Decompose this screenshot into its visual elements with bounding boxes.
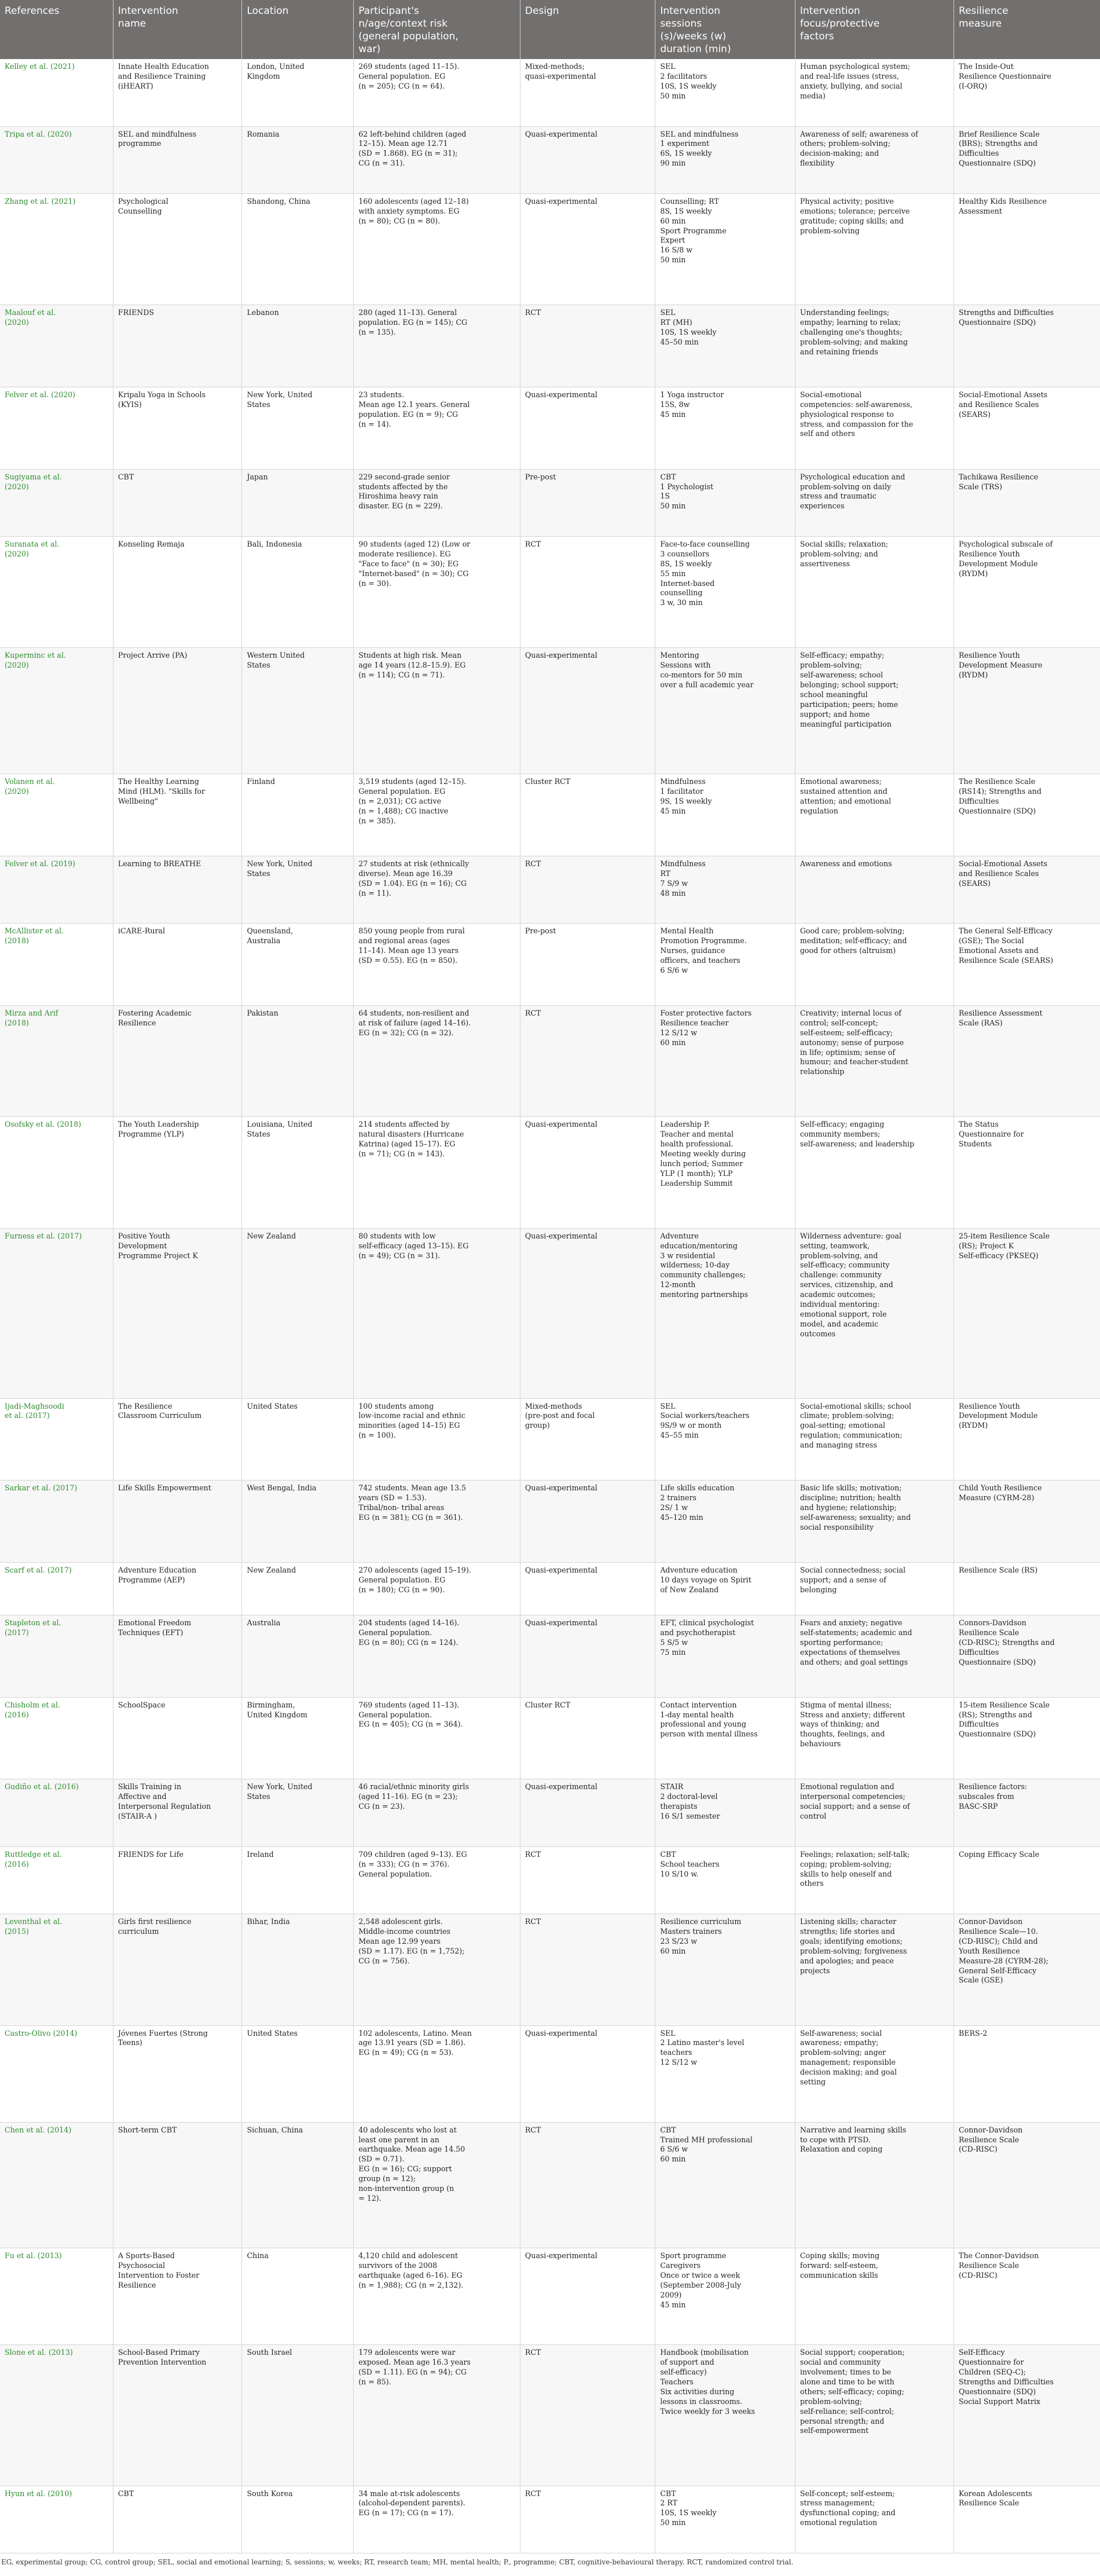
cell-measure: The Inside-Out Resilience Questionnaire (I-ORQ) — [954, 59, 1100, 126]
cell-participants: 27 students at risk (ethnically diverse). Mean age 16.39 (SD = 1.04). EG (n = 16); CG (n = 11). — [354, 856, 520, 923]
cell-focus: Psychological education and problem-solving on daily stress and traumatic experiences — [795, 469, 954, 536]
cell-intervention-name: Learning to BREATHE — [113, 856, 242, 923]
cell-focus: Social connectedness; social support; and a sense of belonging — [795, 1562, 954, 1615]
cell-measure: Social-Emotional Assets and Resilience Scales (SEARS) — [954, 856, 1100, 923]
cell-intervention-name: Konseling Remaja — [113, 537, 242, 648]
cell-measure: 25-item Resilience Scale (RS); Project K Self-efficacy (PKSEQ) — [954, 1228, 1100, 1398]
cell-focus: Basic life skills; motivation; discipline; nutrition; health and hygiene; relationship; self-awareness; sexuality; and social responsibility — [795, 1481, 954, 1563]
cell-location: China — [242, 2248, 354, 2345]
cell-intervention-name: Project Arrive (PA) — [113, 648, 242, 774]
cell-focus: Stigma of mental illness; Stress and anxiety; different ways of thinking; and thoughts, feelings, and behaviours — [795, 1697, 954, 1779]
table-row — [0, 1697, 1100, 1779]
cell-intervention-name: Emotional Freedom Techniques (EFT) — [113, 1615, 242, 1698]
cell-reference[interactable]: Leventhal et al. (2015) — [0, 1914, 113, 2025]
cell-design: Quasi-experimental — [520, 1228, 655, 1398]
table-row — [0, 1006, 1100, 1117]
cell-intervention-name: Kripalu Yoga in Schools (KYIS) — [113, 387, 242, 469]
table-row — [0, 856, 1100, 923]
cell-intervention-name: Innate Health Education and Resilience Training (iHEART) — [113, 59, 242, 126]
cell-location: Pakistan — [242, 1006, 354, 1117]
cell-focus: Awareness and emotions — [795, 856, 954, 923]
cell-measure: The Connor-Davidson Resilience Scale (CD-RISC) — [954, 2248, 1100, 2345]
cell-sessions: Mentoring Sessions with co-mentors for 50 min over a full academic year — [655, 648, 795, 774]
cell-location: Lebanon — [242, 305, 354, 387]
cell-measure: Self-Efficacy Questionnaire for Children (SEQ-C); Strengths and Difficulties Questionnaire (SDQ) Social Support Matrix — [954, 2345, 1100, 2486]
cell-intervention-name: iCARE-Rural — [113, 924, 242, 1006]
cell-location: United States — [242, 2025, 354, 2122]
cell-participants: 62 left-behind children (aged 12–15). Mean age 12.71 (SD = 1.868). EG (n = 31); CG (n = 31). — [354, 126, 520, 193]
cell-measure: Connor-Davidson Resilience Scale—10. (CD-RISC); Child and Youth Resilience Measure-28 (CYRM-28); General Self-Efficacy Scale (GSE) — [954, 1914, 1100, 2025]
cell-measure: Psychological subscale of Resilience Youth Development Module (RYDM) — [954, 537, 1100, 648]
cell-sessions: Resilience curriculum Masters trainers 23 S/23 w 60 min — [655, 1914, 795, 2025]
cell-participants: 270 adolescents (aged 15–19). General population. EG (n = 180); CG (n = 90). — [354, 1562, 520, 1615]
cell-sessions: CBT Trained MH professional 6 S/6 w 60 min — [655, 2122, 795, 2248]
cell-sessions: Contact intervention 1-day mental health professional and young person with mental illness — [655, 1697, 795, 1779]
cell-focus: Awareness of self; awareness of others; problem-solving; decision-making; and flexibility — [795, 126, 954, 193]
cell-sessions: Life skills education 2 trainers 2S/ 1 w 45–120 min — [655, 1481, 795, 1563]
cell-sessions: Mental Health Promotion Programme. Nurses, guidance officers, and teachers 6 S/6 w — [655, 924, 795, 1006]
cell-design: Quasi-experimental — [520, 2248, 655, 2345]
cell-intervention-name: Short-term CBT — [113, 2122, 242, 2248]
cell-reference[interactable]: Ruttledge et al. (2016) — [0, 1846, 113, 1914]
cell-sessions: STAIR 2 doctoral-level therapists 16 S/1 semester — [655, 1779, 795, 1846]
cell-participants: 34 male at-risk adolescents (alcohol-dependent parents). EG (n = 17); CG (n = 17). — [354, 2486, 520, 2553]
cell-focus: Social-emotional competencies: self-awareness, physiological response to stress, and compassion for the self and others — [795, 387, 954, 469]
cell-location: South Israel — [242, 2345, 354, 2486]
cell-design: RCT — [520, 1914, 655, 2025]
cell-sessions: Leadership P. Teacher and mental health professional. Meeting weekly during lunch period; Summer YLP (1 month); YLP Leadership Summit — [655, 1117, 795, 1228]
cell-participants: 40 adolescents who lost at least one parent in an earthquake. Mean age 14.50 (SD = 0.71). EG (n = 16); CG; support group (n = 12); non-intervention group (n = 12). — [354, 2122, 520, 2248]
cell-focus: Social support; cooperation; social and community involvement; times to be alone and time to be with others; self-efficacy; coping; problem-solving; self-reliance; self-control; personal strength; and self-empowerment — [795, 2345, 954, 2486]
cell-measure: Resilience Youth Development Measure (RYDM) — [954, 648, 1100, 774]
cell-location: New Zealand — [242, 1562, 354, 1615]
cell-location: Western United States — [242, 648, 354, 774]
cell-participants: 102 adolescents, Latino. Mean age 13.91 years (SD = 1.86). EG (n = 49); CG (n = 53). — [354, 2025, 520, 2122]
cell-sessions: SEL and mindfulness 1 experiment 6S, 1S weekly 90 min — [655, 126, 795, 193]
cell-sessions: CBT 2 RT 10S, 1S weekly 50 min — [655, 2486, 795, 2553]
cell-location: West Bengal, India — [242, 1481, 354, 1563]
cell-intervention-name: A Sports-Based Psychosocial Intervention to Foster Resilience — [113, 2248, 242, 2345]
table-row — [0, 1481, 1100, 1563]
cell-design: Pre-post — [520, 924, 655, 1006]
cell-location: New Zealand — [242, 1228, 354, 1398]
cell-intervention-name: FRIENDS — [113, 305, 242, 387]
cell-sessions: SEL Social workers/teachers 9S/9 w or month 45–55 min — [655, 1398, 795, 1481]
table-row — [0, 469, 1100, 536]
cell-intervention-name: CBT — [113, 469, 242, 536]
cell-intervention-name: SEL and mindfulness programme — [113, 126, 242, 193]
cell-reference[interactable]: Osofsky et al. (2018) — [0, 1117, 113, 1228]
cell-focus: Narrative and learning skills to cope with PTSD. Relaxation and coping — [795, 2122, 954, 2248]
cell-measure: Korean Adolescents Resilience Scale — [954, 2486, 1100, 2553]
cell-focus: Wilderness adventure: goal setting, teamwork, problem-solving, and self-efficacy; community challenge: community services, citizenship, and academic outcomes; individual mentoring: emotional support, role model, and academic outcomes — [795, 1228, 954, 1398]
cell-intervention-name: Fostering Academic Resilience — [113, 1006, 242, 1117]
cell-sessions: SEL 2 Latino master's level teachers 12 S/12 w — [655, 2025, 795, 2122]
cell-design: RCT — [520, 856, 655, 923]
cell-location: New York, United States — [242, 387, 354, 469]
cell-focus: Emotional awareness; sustained attention and attention; and emotional regulation — [795, 774, 954, 856]
cell-focus: Creativity; internal locus of control; self-concept; self-esteem; self-efficacy; autonomy; sense of purpose in life; optimism; sense of humour; and teacher-student relationship — [795, 1006, 954, 1117]
cell-design: RCT — [520, 2486, 655, 2553]
cell-intervention-name: Skills Training in Affective and Interpersonal Regulation (STAIR-A ) — [113, 1779, 242, 1846]
cell-participants: 214 students affected by natural disasters (Hurricane Katrina) (aged 15–17). EG (n = 71); CG (n = 143). — [354, 1117, 520, 1228]
cell-participants: 280 (aged 11–13). General population. EG (n = 145); CG (n = 135). — [354, 305, 520, 387]
cell-reference[interactable]: McAllister et al. (2018) — [0, 924, 113, 1006]
cell-participants: 46 racial/ethnic minority girls (aged 11–16). EG (n = 23); CG (n = 23). — [354, 1779, 520, 1846]
table-row — [0, 1779, 1100, 1846]
cell-participants: 229 second-grade senior students affected by the Hiroshima heavy rain disaster. EG (n = 229). — [354, 469, 520, 536]
cell-design: Pre-post — [520, 469, 655, 536]
table-row — [0, 1398, 1100, 1481]
cell-focus: Good care; problem-solving; meditation; self-efficacy; and good for others (altruism) — [795, 924, 954, 1006]
cell-reference[interactable]: Maalouf et al. (2020) — [0, 305, 113, 387]
cell-participants: 90 students (aged 12) (Low or moderate resilience). EG "Face to face" (n = 30); EG "Internet-based" (n = 30); CG (n = 30). — [354, 537, 520, 648]
cell-participants: 80 students with low self-efficacy (aged 13–15). EG (n = 49); CG (n = 31). — [354, 1228, 520, 1398]
cell-design: Cluster RCT — [520, 1697, 655, 1779]
cell-location: Queensland, Australia — [242, 924, 354, 1006]
cell-reference[interactable]: Chen et al. (2014) — [0, 2122, 113, 2248]
cell-focus: Self-efficacy; empathy; problem-solving; self-awareness; school belonging; school support; school meaningful participation; peers; home support; and home meaningful participation — [795, 648, 954, 774]
cell-design: RCT — [520, 305, 655, 387]
cell-design: RCT — [520, 1006, 655, 1117]
cell-reference[interactable]: Sugiyama et al. (2020) — [0, 469, 113, 536]
table-body — [0, 59, 1100, 2553]
table-row — [0, 1117, 1100, 1228]
cell-reference[interactable]: Tripa et al. (2020) — [0, 126, 113, 193]
cell-participants: 23 students. Mean age 12.1 years. General population. EG (n = 9); CG (n = 14). — [354, 387, 520, 469]
cell-focus: Social skills; relaxation; problem-solving; and assertiveness — [795, 537, 954, 648]
table-row — [0, 2025, 1100, 2122]
table-row — [0, 924, 1100, 1006]
table-row — [0, 126, 1100, 193]
cell-reference[interactable]: Fu et al. (2013) — [0, 2248, 113, 2345]
cell-reference[interactable]: Ijadi-Maghsoodi et al. (2017) — [0, 1398, 113, 1481]
cell-design: Quasi-experimental — [520, 1562, 655, 1615]
cell-design: Quasi-experimental — [520, 1779, 655, 1846]
cell-reference[interactable]: Kuperminc et al. (2020) — [0, 648, 113, 774]
cell-measure: The Resilience Scale (RS14); Strengths and Difficulties Questionnaire (SDQ) — [954, 774, 1100, 856]
cell-design: Quasi-experimental — [520, 648, 655, 774]
cell-measure: Connor-Davidson Resilience Scale (CD-RISC) — [954, 2122, 1100, 2248]
cell-reference[interactable]: Mirza and Arif (2018) — [0, 1006, 113, 1117]
cell-measure: Resilience factors: subscales from BASC-SRP — [954, 1779, 1100, 1846]
cell-focus: Physical activity; positive emotions; tolerance; perceive gratitude; coping skills; and problem-solving — [795, 193, 954, 305]
cell-measure: Resilience Assessment Scale (RAS) — [954, 1006, 1100, 1117]
cell-reference[interactable]: Castro-Olivo (2014) — [0, 2025, 113, 2122]
cell-reference[interactable]: Scarf et al. (2017) — [0, 1562, 113, 1615]
cell-participants: 269 students (aged 11–15). General population. EG (n = 205); CG (n = 64). — [354, 59, 520, 126]
cell-participants: 4,120 child and adolescent survivors of the 2008 earthquake (aged 6–16). EG (n = 1,988); CG (n = 2,132). — [354, 2248, 520, 2345]
header-location: Location — [242, 0, 354, 59]
cell-location: United States — [242, 1398, 354, 1481]
cell-participants: 204 students (aged 14–16). General population. EG (n = 80); CG (n = 124). — [354, 1615, 520, 1698]
cell-participants: 160 adolescents (aged 12–18) with anxiety symptoms. EG (n = 80); CG (n = 80). — [354, 193, 520, 305]
cell-measure: Resilience Youth Development Module (RYDM) — [954, 1398, 1100, 1481]
cell-intervention-name: Life Skills Empowerment — [113, 1481, 242, 1563]
cell-reference[interactable]: Zhang et al. (2021) — [0, 193, 113, 305]
cell-measure: Social-Emotional Assets and Resilience Scales (SEARS) — [954, 387, 1100, 469]
header-intervention-sessions: Intervention sessions (s)/weeks (w) duration (min) — [655, 0, 795, 59]
cell-location: Bihar, India — [242, 1914, 354, 2025]
cell-focus: Human psychological system; and real-life issues (stress, anxiety, bullying, and social media) — [795, 59, 954, 126]
cell-sessions: EFT, clinical psychologist and psychotherapist 5 S/5 w 75 min — [655, 1615, 795, 1698]
cell-measure: BERS-2 — [954, 2025, 1100, 2122]
cell-sessions: Handbook (mobilisation of support and self-efficacy) Teachers Six activities during lessons in classrooms. Twice weekly for 3 weeks — [655, 2345, 795, 2486]
cell-intervention-name: Jóvenes Fuertes (Strong Teens) — [113, 2025, 242, 2122]
cell-focus: Feelings; relaxation; self-talk; coping; problem-solving; skills to help oneself and others — [795, 1846, 954, 1914]
cell-participants: 769 students (aged 11–13). General population. EG (n = 405); CG (n = 364). — [354, 1697, 520, 1779]
cell-sessions: Counselling; RT 8S, 1S weekly 60 min Sport Programme Expert 16 S/8 w 50 min — [655, 193, 795, 305]
table-row — [0, 193, 1100, 305]
cell-participants: 64 students, non-resilient and at risk of failure (aged 14–16). EG (n = 32); CG (n = 32). — [354, 1006, 520, 1117]
cell-measure: Tachikawa Resilience Scale (TRS) — [954, 469, 1100, 536]
cell-location: Birmingham, United Kingdom — [242, 1697, 354, 1779]
cell-design: RCT — [520, 2122, 655, 2248]
table-row — [0, 387, 1100, 469]
cell-location: Shandong, China — [242, 193, 354, 305]
cell-location: Australia — [242, 1615, 354, 1698]
table-row — [0, 1846, 1100, 1914]
cell-intervention-name: School-Based Primary Prevention Intervention — [113, 2345, 242, 2486]
cell-location: London, United Kingdom — [242, 59, 354, 126]
cell-location: Ireland — [242, 1846, 354, 1914]
cell-location: Louisiana, United States — [242, 1117, 354, 1228]
cell-reference[interactable]: Sarkar et al. (2017) — [0, 1481, 113, 1563]
cell-location: Japan — [242, 469, 354, 536]
cell-participants: 2,548 adolescent girls. Middle-income countries Mean age 12.99 years (SD = 1.17). EG (n = 1,752); CG (n = 756). — [354, 1914, 520, 2025]
cell-design: Quasi-experimental — [520, 1117, 655, 1228]
cell-participants: 850 young people from rural and regional areas (ages 11–14). Mean age 13 years (SD = 0.55). EG (n = 850). — [354, 924, 520, 1006]
cell-measure: The Status Questionnaire for Students — [954, 1117, 1100, 1228]
cell-sessions: 1 Yoga instructor 15S, 8w 45 min — [655, 387, 795, 469]
cell-focus: Understanding feelings; empathy; learning to relax; challenging one's thoughts; problem-solving; and making and retaining friends — [795, 305, 954, 387]
cell-reference[interactable]: Slone et al. (2013) — [0, 2345, 113, 2486]
cell-location: Romania — [242, 126, 354, 193]
cell-design: Quasi-experimental — [520, 126, 655, 193]
table-row — [0, 648, 1100, 774]
cell-measure: Coping Efficacy Scale — [954, 1846, 1100, 1914]
cell-participants: 179 adolescents were war exposed. Mean age 16.3 years (SD = 1.11). EG (n = 94); CG (n = 85). — [354, 2345, 520, 2486]
header-design: Design — [520, 0, 655, 59]
cell-design: RCT — [520, 2345, 655, 2486]
cell-focus: Self-efficacy; engaging community members; self-awareness; and leadership — [795, 1117, 954, 1228]
table-row — [0, 2248, 1100, 2345]
cell-intervention-name: Psychological Counselling — [113, 193, 242, 305]
cell-measure: Resilience Scale (RS) — [954, 1562, 1100, 1615]
cell-participants: 709 children (aged 9–13). EG (n = 333); CG (n = 376). General population. — [354, 1846, 520, 1914]
table-row — [0, 774, 1100, 856]
table-row — [0, 305, 1100, 387]
cell-participants: 742 students. Mean age 13.5 years (SD = 1.53). Tribal/non- tribal areas EG (n = 381); CG (n = 361). — [354, 1481, 520, 1563]
cell-focus: Social-emotional skills; school climate; problem-solving; goal-setting; emotional regulation; communication; and managing stress — [795, 1398, 954, 1481]
cell-design: Quasi-experimental — [520, 1481, 655, 1563]
cell-intervention-name: The Youth Leadership Programme (YLP) — [113, 1117, 242, 1228]
cell-intervention-name: The Healthy Learning Mind (HLM). "Skills for Wellbeing" — [113, 774, 242, 856]
table-row — [0, 59, 1100, 126]
cell-sessions: Adventure education/mentoring 3 w residential wilderness; 10-day community challenges; 12-month mentoring partnerships — [655, 1228, 795, 1398]
cell-reference[interactable]: Suranata et al. (2020) — [0, 537, 113, 648]
table-row — [0, 2122, 1100, 2248]
cell-measure: 15-item Resilience Scale (RS); Strengths and Difficulties Questionnaire (SDQ) — [954, 1697, 1100, 1779]
cell-location: Sichuan, China — [242, 2122, 354, 2248]
table-row — [0, 2486, 1100, 2553]
cell-measure: Strengths and Difficulties Questionnaire (SDQ) — [954, 305, 1100, 387]
cell-sessions: SEL 2 facilitators 10S, 1S weekly 50 min — [655, 59, 795, 126]
cell-intervention-name: Girls first resilience curriculum — [113, 1914, 242, 2025]
header-intervention-name: Intervention name — [113, 0, 242, 59]
cell-focus: Emotional regulation and interpersonal competencies; social support; and a sense of control — [795, 1779, 954, 1846]
cell-focus: Listening skills; character strengths; life stories and goals; identifying emotions; problem-solving; forgiveness and apologies; and peace projects — [795, 1914, 954, 2025]
cell-reference[interactable]: Hyun et al. (2010) — [0, 2486, 113, 2553]
cell-reference[interactable]: Furness et al. (2017) — [0, 1228, 113, 1398]
cell-intervention-name: Positive Youth Development Programme Project K — [113, 1228, 242, 1398]
cell-focus: Self-concept; self-esteem; stress management; dysfunctional coping; and emotional regulation — [795, 2486, 954, 2553]
cell-focus: Coping skills; moving forward: self-esteem, communication skills — [795, 2248, 954, 2345]
cell-focus: Fears and anxiety; negative self-statements; academic and sporting performance; expectations of themselves and others; and goal settings — [795, 1615, 954, 1698]
cell-location: New York, United States — [242, 1779, 354, 1846]
table-row — [0, 537, 1100, 648]
cell-intervention-name: CBT — [113, 2486, 242, 2553]
cell-sessions: CBT 1 Psychologist 1S 50 min — [655, 469, 795, 536]
cell-sessions: Adventure education 10 days voyage on Spirit of New Zealand — [655, 1562, 795, 1615]
cell-design: Quasi-experimental — [520, 193, 655, 305]
cell-reference[interactable]: Stapleton et al. (2017) — [0, 1615, 113, 1698]
cell-focus: Self-awareness; social awareness; empathy; problem-solving; anger management; responsible decision making; and goal setting — [795, 2025, 954, 2122]
header-intervention-focus: Intervention focus/protective factors — [795, 0, 954, 59]
cell-design: RCT — [520, 1846, 655, 1914]
header-resilience-measure: Resilience measure — [954, 0, 1100, 59]
cell-design: Quasi-experimental — [520, 2025, 655, 2122]
cell-measure: Child Youth Resilience Measure (CYRM-28) — [954, 1481, 1100, 1563]
table-footnote: EG, experimental group; CG, control group; SEL, social and emotional learning; S, sessions; w, weeks; RT, research team; MH, mental health; P., programme; CBT, cognitive-behavioural therapy. RCT, randomized control trial. — [1, 2558, 794, 2566]
cell-measure: Connors-Davidson Resilience Scale (CD-RISC); Strengths and Difficulties Questionnaire (SDQ) — [954, 1615, 1100, 1698]
cell-intervention-name: FRIENDS for Life — [113, 1846, 242, 1914]
cell-design: Quasi-experimental — [520, 387, 655, 469]
table-row — [0, 2345, 1100, 2486]
table-header-row — [0, 0, 1100, 59]
cell-intervention-name: Adventure Education Programme (AEP) — [113, 1562, 242, 1615]
cell-design: RCT — [520, 537, 655, 648]
cell-reference[interactable]: Felver et al. (2019) — [0, 856, 113, 923]
cell-participants: 100 students among low-income racial and ethnic minorities (aged 14–15) EG (n = 100). — [354, 1398, 520, 1481]
cell-sessions: SEL RT (MH) 10S, 1S weekly 45–50 min — [655, 305, 795, 387]
table-row — [0, 1914, 1100, 2025]
cell-sessions: Face-to-face counselling 3 counsellors 8S, 1S weekly 55 min Internet-based counselling 3 w, 30 min — [655, 537, 795, 648]
cell-reference[interactable]: Chisholm et al. (2016) — [0, 1697, 113, 1779]
cell-location: South Korea — [242, 2486, 354, 2553]
cell-sessions: Foster protective factors Resilience teacher 12 S/12 w 60 min — [655, 1006, 795, 1117]
cell-location: Finland — [242, 774, 354, 856]
table-row — [0, 1228, 1100, 1398]
cell-design: Mixed-methods (pre-post and focal group) — [520, 1398, 655, 1481]
table-row — [0, 1615, 1100, 1698]
header-participants: Participant's n/age/context risk (general population, war) — [354, 0, 520, 59]
cell-reference[interactable]: Gudiño et al. (2016) — [0, 1779, 113, 1846]
cell-reference[interactable]: Felver et al. (2020) — [0, 387, 113, 469]
cell-design: Mixed-methods; quasi-experimental — [520, 59, 655, 126]
cell-measure: Brief Resilience Scale (BRS); Strengths and Difficulties Questionnaire (SDQ) — [954, 126, 1100, 193]
cell-design: Quasi-experimental — [520, 1615, 655, 1698]
cell-location: Bali, Indonesia — [242, 537, 354, 648]
cell-location: New York, United States — [242, 856, 354, 923]
header-references: References — [0, 0, 113, 59]
table-row — [0, 1562, 1100, 1615]
cell-sessions: Sport programme Caregivers Once or twice a week (September 2008-July 2009) 45 min — [655, 2248, 795, 2345]
cell-intervention-name: SchoolSpace — [113, 1697, 242, 1779]
cell-measure: Healthy Kids Resilience Assessment — [954, 193, 1100, 305]
cell-reference[interactable]: Kelley et al. (2021) — [0, 59, 113, 126]
cell-reference[interactable]: Volanen et al. (2020) — [0, 774, 113, 856]
cell-measure: The General Self-Efficacy (GSE); The Social Emotional Assets and Resilience Scale (SEARS) — [954, 924, 1100, 1006]
cell-sessions: CBT School teachers 10 S/10 w. — [655, 1846, 795, 1914]
cell-sessions: Mindfulness 1 facilitator 9S, 1S weekly 45 min — [655, 774, 795, 856]
cell-intervention-name: The Resilience Classroom Curriculum — [113, 1398, 242, 1481]
cell-participants: Students at high risk. Mean age 14 years (12.8–15.9). EG (n = 114); CG (n = 71). — [354, 648, 520, 774]
cell-sessions: Mindfulness RT 7 S/9 w 48 min — [655, 856, 795, 923]
cell-design: Cluster RCT — [520, 774, 655, 856]
cell-participants: 3,519 students (aged 12–15). General population. EG (n = 2,031); CG active (n = 1,488); CG inactive (n = 385). — [354, 774, 520, 856]
